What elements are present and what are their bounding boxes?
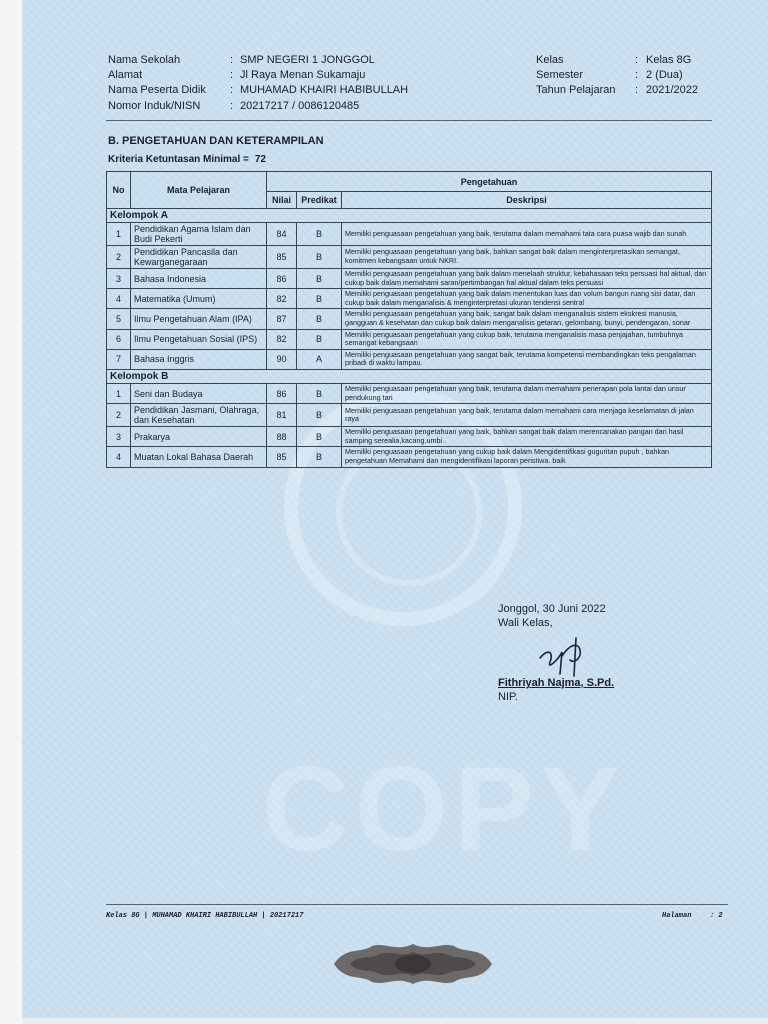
score-value: 87 xyxy=(267,309,297,329)
score-value: 88 xyxy=(267,427,297,447)
description-text: Memiliki penguasaan pengetahuan yang baik, terutama dalam memahami penerapan pola lantai dan unsur pendukung tari xyxy=(342,383,712,403)
row-number: 7 xyxy=(107,349,131,369)
score-value: 90 xyxy=(267,349,297,369)
score-value: 85 xyxy=(267,246,297,269)
subject-name: Pendidikan Pancasila dan Kewarganegaraan xyxy=(131,246,267,269)
description-text: Memiliki penguasaan pengetahuan yang baik, bahkan sangat baik dalam menginterpretasikan semangat, komitmen kebangsaan untuk NKRI. xyxy=(342,246,712,269)
row-number: 6 xyxy=(107,329,131,349)
predicate-value: B xyxy=(297,447,342,467)
colon: : xyxy=(635,69,639,81)
nisn-label: Nomor Induk/NISN xyxy=(108,100,201,112)
colon: : xyxy=(230,54,234,66)
semester-value: 2 (Dua) xyxy=(646,69,683,81)
subject-name: Ilmu Pengetahuan Alam (IPA) xyxy=(131,309,267,329)
table-row xyxy=(107,404,712,427)
predicate-value: B xyxy=(297,309,342,329)
table-row xyxy=(107,246,712,269)
subject-name: Ilmu Pengetahuan Sosial (IPS) xyxy=(131,329,267,349)
address-label: Alamat xyxy=(108,69,143,81)
student-value: MUHAMAD KHAIRI HABIBULLAH xyxy=(240,84,409,96)
report-sheet xyxy=(22,0,768,1018)
address-value: Jl Raya Menan Sukamaju xyxy=(240,69,366,81)
col-no-header: No xyxy=(107,172,131,209)
score-value: 82 xyxy=(267,329,297,349)
year-label: Tahun Pelajaran xyxy=(536,84,616,96)
description-text: Memiliki penguasaan pengetahuan yang baik, terutama dalam memahami cara menjaga keselamatan di jalan raya xyxy=(342,404,712,427)
predicate-value: B xyxy=(297,427,342,447)
predicate-value: B xyxy=(297,269,342,289)
subject-name: Muatan Lokal Bahasa Daerah xyxy=(131,447,267,467)
description-text: Memiliki penguasaan pengetahuan yang sangat baik, terutama kompetensi membandingkan teks pengalaman pribadi di waktu lampau. xyxy=(342,349,712,369)
group-b-heading: Kelompok B xyxy=(107,369,712,383)
place-date: Jonggol, 30 Juni 2022 xyxy=(498,603,606,615)
predicate-value: A xyxy=(297,349,342,369)
signer-name: Fithriyah Najma, S.Pd. xyxy=(498,677,615,689)
score-value: 86 xyxy=(267,269,297,289)
signer-role: Wali Kelas, xyxy=(498,617,553,629)
class-value: Kelas 8G xyxy=(646,54,692,66)
col-subject-header: Mata Pelajaran xyxy=(131,172,267,209)
row-number: 2 xyxy=(107,246,131,269)
subject-name: Pendidikan Jasmani, Olahraga, dan Kesehatan xyxy=(131,404,267,427)
school-label: Nama Sekolah xyxy=(108,54,181,66)
description-text: Memiliki penguasaan pengetahuan yang baik dalam menentukan luas dan volum bangun ruang sisi datar, dan cukup baik dalam menganalisis & menginterpretasi ukuran tendensi sentral xyxy=(342,289,712,309)
score-value: 85 xyxy=(267,447,297,467)
table-row xyxy=(107,269,712,289)
footer-info: Kelas 8G | MUHAMAD KHAIRI HABIBULLAH | 20217217 xyxy=(106,912,304,920)
predicate-value: B xyxy=(297,329,342,349)
handwritten-signature xyxy=(530,630,600,680)
colon: : xyxy=(230,69,234,81)
table-row xyxy=(107,289,712,309)
colon: : xyxy=(635,54,639,66)
row-number: 3 xyxy=(107,269,131,289)
year-value: 2021/2022 xyxy=(646,84,698,96)
table-row xyxy=(107,329,712,349)
colon: : xyxy=(230,100,234,112)
description-text: Memiliki penguasaan pengetahuan yang baik, bahkan sangat baik dalam merencanakan pangan dari hasil samping serealia,kacang,umbi . xyxy=(342,427,712,447)
score-value: 84 xyxy=(267,223,297,246)
security-emblem-icon xyxy=(330,940,496,988)
col-group-header: Pengetahuan xyxy=(267,172,712,192)
identity-block-right xyxy=(536,52,716,100)
table-row xyxy=(107,427,712,447)
row-number: 3 xyxy=(107,427,131,447)
row-number: 5 xyxy=(107,309,131,329)
subject-name: Bahasa Indonesia xyxy=(131,269,267,289)
subject-name: Prakarya xyxy=(131,427,267,447)
semester-label: Semester xyxy=(536,69,584,81)
score-value: 81 xyxy=(267,404,297,427)
footer-page-label: Halaman xyxy=(662,912,692,920)
colon: : xyxy=(230,84,234,96)
table-row xyxy=(107,309,712,329)
description-text: Memiliki penguasaan pengetahuan yang cukup baik dalam Mengidentifikasi guguritan pupuh , bahkan pengetahuan Memahami dan mengidentifikasi laporan peristiwa. baik xyxy=(342,447,712,467)
predicate-value: B xyxy=(297,223,342,246)
footer-divider xyxy=(106,904,728,905)
footer-page-number: : 2 xyxy=(710,912,723,920)
table-row xyxy=(107,383,712,403)
group-a-heading: Kelompok A xyxy=(107,209,712,223)
score-value: 82 xyxy=(267,289,297,309)
kkm-line xyxy=(108,154,266,165)
subject-name: Pendidikan Agama Islam dan Budi Pekerti xyxy=(131,223,267,246)
subject-name: Seni dan Budaya xyxy=(131,383,267,403)
description-text: Memiliki penguasaan pengetahuan yang baik, terutama dalam memahami tata cara puasa wajib dan sunah xyxy=(342,223,712,246)
kkm-value: 72 xyxy=(254,154,266,165)
predicate-value: B xyxy=(297,246,342,269)
section-title: B. PENGETAHUAN DAN KETERAMPILAN xyxy=(108,135,324,147)
subject-name: Matematika (Umum) xyxy=(131,289,267,309)
identity-block-left xyxy=(108,52,408,116)
grades-table xyxy=(106,171,712,468)
subject-name: Bahasa Inggris xyxy=(131,349,267,369)
row-number: 1 xyxy=(107,223,131,246)
table-row xyxy=(107,349,712,369)
header-divider xyxy=(106,120,712,121)
row-number: 2 xyxy=(107,404,131,427)
description-text: Memiliki penguasaan pengetahuan yang baik dalam menelaah struktur, kebahasaan teks persuasi hal aktual, dan cukup baik dalam memahami saran/pertimbangan hal aktual dalam teks persuasi xyxy=(342,269,712,289)
col-score-header: Nilai xyxy=(267,192,297,209)
col-predicate-header: Predikat xyxy=(297,192,342,209)
class-label: Kelas xyxy=(536,54,564,66)
scan-margin xyxy=(0,0,22,1024)
predicate-value: B xyxy=(297,289,342,309)
row-number: 4 xyxy=(107,289,131,309)
kkm-label: Kriteria Ketuntasan Minimal = xyxy=(108,154,249,165)
nisn-value: 20217217 / 0086120485 xyxy=(240,100,360,112)
col-description-header: Deskripsi xyxy=(342,192,712,209)
row-number: 4 xyxy=(107,447,131,467)
copy-watermark: COPY xyxy=(262,742,627,876)
description-text: Memiliki penguasaan pengetahuan yang cukup baik, terutama menganalisis masa penjajahan, tumbuhnya semangat kebangsaan xyxy=(342,329,712,349)
score-value: 86 xyxy=(267,383,297,403)
school-value: SMP NEGERI 1 JONGGOL xyxy=(240,54,375,66)
table-row xyxy=(107,447,712,467)
student-label: Nama Peserta Didik xyxy=(108,84,206,96)
row-number: 1 xyxy=(107,383,131,403)
description-text: Memiliki penguasaan pengetahuan yang baik, sangat baik dalam menganalisis sistem ekskresi manusia, gangguan & kesehatan dan cukup baik dalam menganalisis getaran, gelombang, bunyi, pendengaran, sonar xyxy=(342,309,712,329)
table-row xyxy=(107,223,712,246)
colon: : xyxy=(635,84,639,96)
predicate-value: B xyxy=(297,383,342,403)
nip-label: NIP. xyxy=(498,691,518,703)
predicate-value: B xyxy=(297,404,342,427)
